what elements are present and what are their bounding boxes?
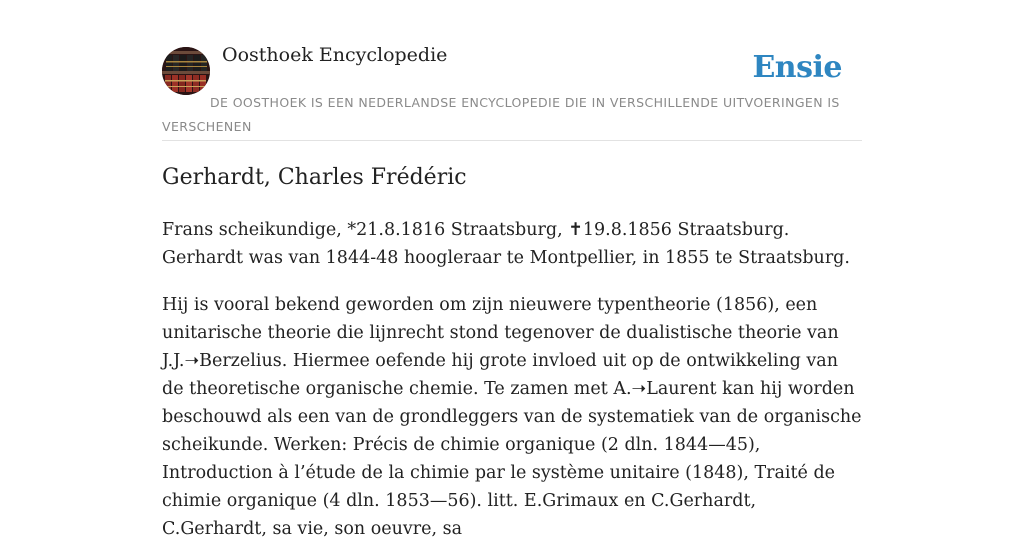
article-paragraph: Frans scheikundige, *21.8.1816 Straatsburg, ✝19.8.1856 Straatsburg. Gerhardt was van 1844-48 hoogleraar te Montpellier, in 1855 te Straatsburg. xyxy=(162,220,850,268)
site-header xyxy=(162,0,862,141)
article-paragraph: Hij is vooral bekend geworden om zijn nieuwere typentheorie (1856), een unitarische theorie die lijnrecht stond tegenover de dualistische theorie van J.J.➝Berzelius. Hiermee oefende hij grote invloed uit op de ontwikkeling van de theoretische organische chemie. Te zamen met A.➝Laurent kan hij worden beschouwd als een van de grondleggers van de systematiek van de organische scheikunde. Werken: Précis de chimie organique (2 dln. 1844—45), Introduction à l’étude de la chimie par le système unitaire (1848), Traité de chimie organique (4 dln. 1853—56). litt. E.Grimaux en C.Gerhardt, C.Gerhardt, sa vie, son oeuvre, sa xyxy=(162,295,862,539)
bookshelf-icon[interactable] xyxy=(162,47,210,95)
site-tagline: DE OOSTHOEK IS EEN NEDERLANDSE ENCYCLOPEDIE DIE IN VERSCHILLENDE UITVOERINGEN IS VERSCHENEN xyxy=(162,95,840,134)
brand-logo[interactable]: Ensie xyxy=(752,50,842,85)
article-title: Gerhardt, Charles Frédéric xyxy=(162,165,467,190)
page xyxy=(162,0,862,539)
article xyxy=(162,160,862,543)
site-name[interactable]: Oosthoek Encyclopedie xyxy=(222,44,448,66)
